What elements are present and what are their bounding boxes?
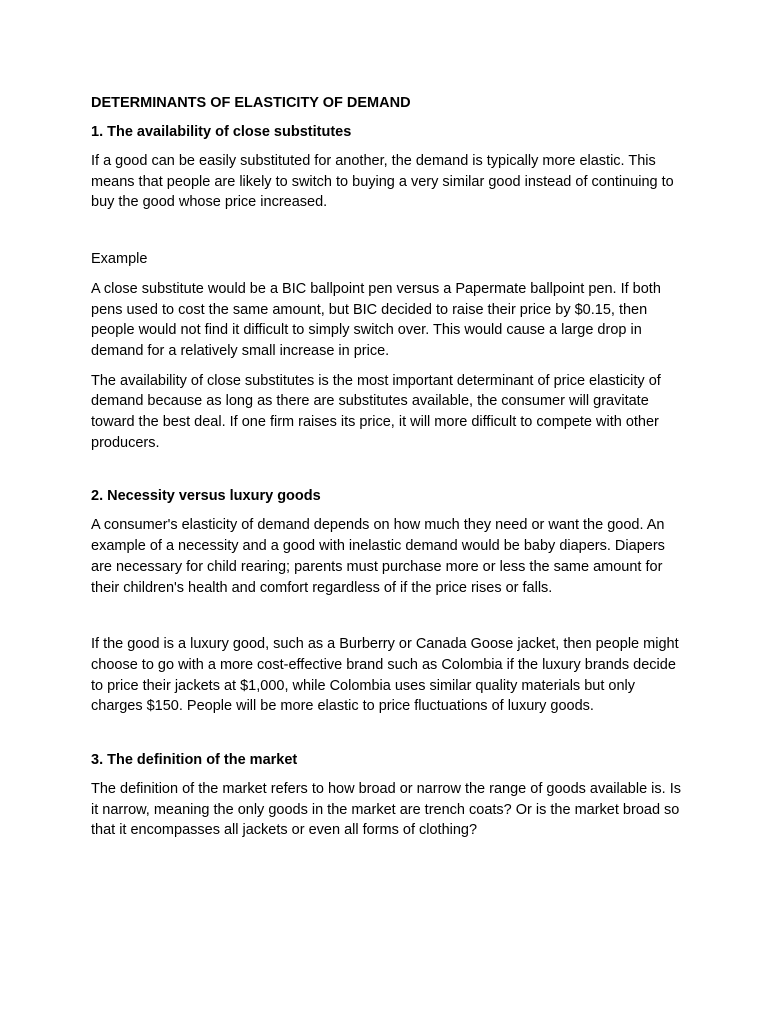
section-heading-necessity-luxury: 2. Necessity versus luxury goods [91, 488, 321, 505]
paragraph-necessity-diapers: A consumer's elasticity of demand depends on how much they need or want the good. An example of a necessity and a good with inelastic demand would be baby diapers. Diapers are necessary for child rearing; parents must purchase more or less the same amount for their children's health and comfort regardless of if the price rises or falls. [91, 517, 665, 596]
section-heading-market-definition: 3. The definition of the market [91, 752, 298, 769]
paragraph-luxury-jackets: If the good is a luxury good, such as a Burberry or Canada Goose jacket, then people might choose to go with a more cost-effective brand such as Colombia if the luxury brands decide to price their jackets at $1,000, while Colombia uses similar quality materials but only charges $150. People will be more elastic to price fluctuations of luxury goods. [91, 636, 679, 715]
document-page [91, 93, 681, 841]
paragraph-example-label: Example [91, 251, 148, 268]
paragraph-substitutes-importance: The availability of close substitutes is the most important determinant of price elasticity of demand because as long as there are substitutes available, the consumer will gravitate toward the best deal. If one firm raises its price, it will more difficult to compete with other producers. [91, 372, 661, 451]
paragraph-substitutes-intro: If a good can be easily substituted for another, the demand is typically more elastic. This means that people are likely to switch to buying a very similar good instead of continuing to buy the good whose price increased. [91, 153, 674, 211]
section-heading-substitutes: 1. The availability of close substitutes [91, 124, 352, 140]
paragraph-market-definition: The definition of the market refers to how broad or narrow the range of goods available is. Is it narrow, meaning the only goods in the market are trench coats? Or is the market broad so that it encompasses all jackets or even all forms of clothing? [91, 781, 681, 839]
document-title: DETERMINANTS OF ELASTICITY OF DEMAND [91, 95, 411, 111]
paragraph-example-pens: A close substitute would be a BIC ballpoint pen versus a Papermate ballpoint pen. If both pens used to cost the same amount, but BIC decided to raise their price by $0.15, then people would not find it difficult to simply switch over. This would cause a large drop in demand for a relatively small increase in price. [91, 280, 661, 359]
